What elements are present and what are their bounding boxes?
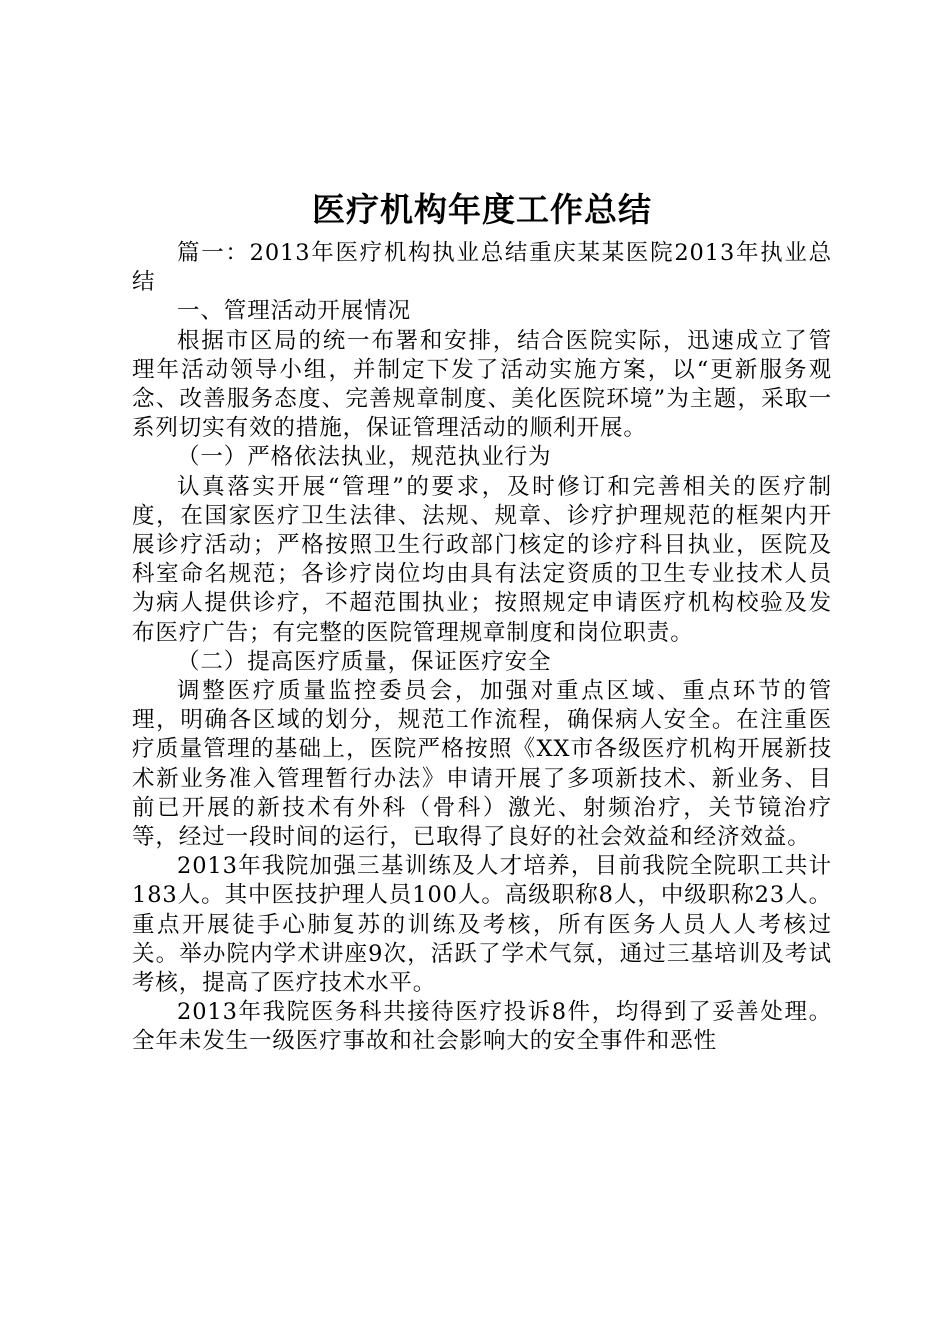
document-title: 医疗机构年度工作总结	[312, 190, 652, 229]
medical-quality-paragraph: 调整医疗质量监控委员会，加强对重点区域、重点环节的管理，明确各区域的划分，规范工作流程，确保病人安全。在注重医疗质量管理的基础上，医院严格按照《XX市各级医疗机构开展新技术新业务准入管理暂行办法》申请开展了多项新技术、新业务、目前已开展的新技术有外科（骨科）激光、射频治疗，关节镜治疗等，经过一段时间的运行，已取得了良好的社会效益和经济效益。	[132, 678, 832, 851]
complaints-paragraph: 2013年我院医务科共接待医疗投诉8件，均得到了妥善处理。全年未发生一级医疗事故和社会影响大的安全事件和恶性	[132, 999, 832, 1055]
subsection-heading-legal-practice: （一）严格依法执业，规范执业行为	[177, 444, 552, 471]
section-heading-management: 一、管理活动开展情况	[177, 298, 412, 325]
training-paragraph: 2013年我院加强三基训练及人才培养，目前我院全院职工共计183人。其中医技护理人员100人。高级职称8人，中级职称23人。重点开展徒手心肺复苏的训练及考核，所有医务人员人人考核过关。举办院内学术讲座9次，活跃了学术气氛，通过三基培训及考试考核，提高了医疗技术水平。	[132, 853, 832, 997]
legal-practice-paragraph: 认真落实开展“管理”的要求，及时修订和完善相关的医疗制度，在国家医疗卫生法律、法规、规章、诊疗护理规范的框架内开展诊疗活动；严格按照卫生行政部门核定的诊疗科目执业，医院及科室命名规范；各诊疗岗位均由具有法定资质的卫生专业技术人员为病人提供诊疗，不超范围执业；按照规定申请医疗机构校验及发布医疗广告；有完整的医院管理规章制度和岗位职责。	[132, 473, 832, 646]
document-page	[132, 0, 832, 1057]
document-body	[132, 239, 832, 1057]
subsection-heading-medical-quality: （二）提高医疗质量，保证医疗安全	[177, 648, 552, 675]
management-paragraph: 根据市区局的统一布署和安排，结合医院实际，迅速成立了管理年活动领导小组，并制定下发了活动实施方案，以“更新服务观念、改善服务态度、完善规章制度、美化医院环境”为主题，采取一系列切实有效的措施，保证管理活动的顺利开展。	[132, 327, 832, 442]
intro-paragraph: 篇一：2013年医疗机构执业总结重庆某某医院2013年执业总结	[132, 240, 832, 296]
